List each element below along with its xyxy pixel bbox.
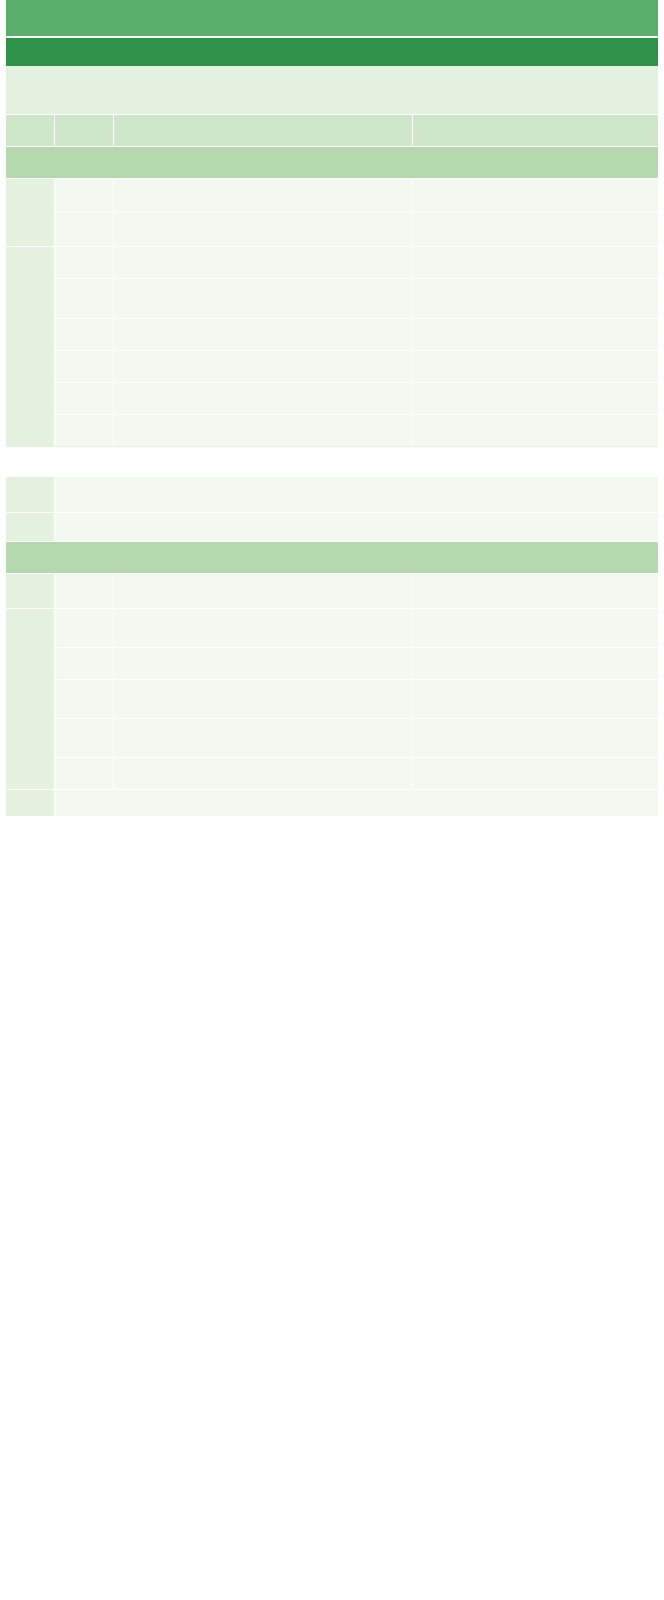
report-topic [114,758,413,789]
theme-heading [6,541,658,573]
speaker-name [55,719,114,757]
report-row [55,680,658,719]
time-location-bar [6,66,658,115]
special-report-block [6,573,658,608]
speaker-affiliation [413,719,658,757]
review-expert-row [6,476,658,512]
report-row [55,247,658,279]
speaker-name [55,351,114,382]
speaker-affiliation [413,279,658,318]
speaker-name [55,319,114,350]
session-time [6,66,411,114]
special-report-label [6,179,55,246]
speaker-name [55,415,114,446]
contact-info [55,790,116,816]
column-header-topic [114,115,413,146]
speaker-affiliation [413,319,658,350]
report-topic [114,609,413,647]
report-row [55,213,658,246]
report-topic [114,279,413,318]
report-rows [55,609,658,789]
speaker-name [55,648,114,679]
speaker-name [55,574,114,608]
special-report-block [6,178,658,246]
report-topic [114,648,413,679]
report-topic [114,179,413,212]
report-time-label [6,609,55,789]
column-header-blank [6,115,55,146]
report-row [55,319,658,351]
special-report-rows [55,179,658,246]
report-row [55,415,658,446]
special-report-label [6,574,55,608]
report-row [55,574,658,608]
speaker-affiliation [413,213,658,246]
report-group [6,246,658,446]
report-row [55,609,658,648]
report-row [55,279,658,319]
report-rows [55,247,658,446]
speaker-name [55,680,114,718]
report-topic [114,213,413,246]
speaker-affiliation [413,179,658,212]
speaker-affiliation [413,383,658,414]
speaker-affiliation [413,247,658,278]
report-row [55,758,658,789]
review-expert-info [55,477,658,512]
speaker-name [55,279,114,318]
column-header-row [6,115,658,146]
report-topic [114,574,413,608]
column-header-affiliation [413,115,658,146]
report-topic [114,319,413,350]
special-report-rows [55,574,658,608]
theme-heading [6,146,658,178]
organizer-banner [6,38,658,66]
speaker-affiliation [413,680,658,718]
report-topic [114,247,413,278]
speaker-affiliation [413,574,658,608]
contact-label [6,790,55,816]
report-topic [114,351,413,382]
report-topic [114,415,413,446]
speaker-affiliation [413,415,658,446]
speaker-name [55,213,114,246]
column-header-speaker [55,115,114,146]
report-topic [114,680,413,718]
contact-row [6,789,658,816]
speaker-affiliation [413,609,658,647]
session-location [411,66,658,114]
page-title [6,0,658,36]
report-row [55,719,658,758]
speaker-affiliation [413,351,658,382]
host-label [6,513,55,541]
review-expert-label [6,477,55,512]
discussion-heading [6,446,658,476]
speaker-name [55,247,114,278]
speaker-name [55,179,114,212]
speaker-affiliation [413,758,658,789]
host-row [6,512,658,541]
program-sheet [6,0,658,816]
host-info [55,513,658,541]
report-time-label [6,247,55,446]
sections-container [6,146,658,789]
report-topic [114,719,413,757]
speaker-name [55,383,114,414]
report-row [55,351,658,383]
report-row [55,179,658,213]
report-row [55,648,658,680]
report-topic [114,383,413,414]
speaker-name [55,758,114,789]
report-row [55,383,658,415]
speaker-affiliation [413,648,658,679]
report-group [6,608,658,789]
speaker-name [55,609,114,647]
